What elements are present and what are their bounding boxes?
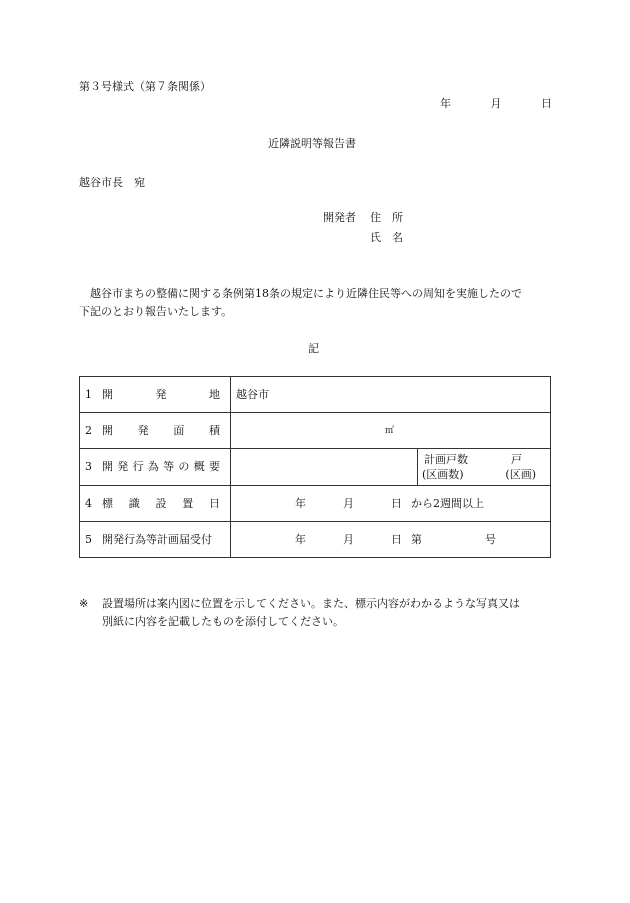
development-site-value: 越谷市 (236, 388, 269, 401)
row-3-label-char: 概 (193, 460, 205, 473)
table-row-sign-installation-date (80, 486, 551, 522)
row-1-label-char: 発 (155, 388, 167, 401)
row-2-number: 2 (85, 424, 92, 437)
receipt-go: 号 (485, 533, 496, 546)
body-text-line-1: 越谷市まちの整備に関する条例第18条の規定により近隣住民等への周知を実施したので (90, 287, 522, 300)
area-unit: ㎡ (385, 426, 395, 436)
row-3-label-char: 行 (132, 460, 144, 473)
body-text-line-2: 下記のとおり報告いたします。 (79, 305, 233, 318)
row-1-label-cell (80, 377, 231, 413)
lot-count-unit: (区画) (505, 468, 536, 481)
row-4-label-char: 日 (209, 497, 220, 510)
date-month: 月 (490, 97, 502, 110)
row-2-label-char: 面 (173, 424, 185, 437)
row-1-number: 1 (85, 388, 92, 401)
lot-count-label: (区画数) (422, 468, 464, 481)
row-1-label-char: 地 (209, 388, 220, 401)
ki-heading: 記 (308, 342, 319, 355)
development-overview-value-cell (231, 449, 551, 486)
form-number: 第３号様式（第７条関係） (79, 80, 211, 93)
row-3-number: 3 (85, 460, 92, 473)
table-row-development-area (80, 413, 551, 449)
row-3-label-char: 開 (102, 460, 113, 473)
row-5-number: 5 (85, 533, 92, 546)
row-1-label-char: 開 (102, 388, 113, 401)
submission-date (440, 97, 552, 111)
row-3-label (102, 460, 220, 474)
row-4-label-cell (80, 486, 231, 522)
table-row-development-site (80, 377, 551, 413)
row-2-label-char: 開 (102, 424, 113, 437)
household-count-label: 計画戸数 (424, 453, 468, 466)
date-year: 年 (440, 97, 451, 110)
row-3-label-char: 発 (117, 460, 129, 473)
receipt-day: 日 (391, 533, 402, 546)
row-3-label-char: の (178, 460, 190, 473)
addressee: 越谷市長 宛 (79, 176, 145, 189)
row-4-label-char: 置 (182, 497, 194, 510)
household-count-cell[interactable] (417, 449, 550, 485)
sign-date-year: 年 (295, 497, 306, 510)
overview-split (231, 449, 550, 485)
note-mark: ※ (79, 597, 89, 610)
row-2-label-char: 積 (208, 424, 220, 437)
sign-date-month: 月 (343, 497, 354, 510)
sign-installation-date-value-cell[interactable] (231, 486, 551, 522)
developer-name-label: 氏 名 (370, 231, 403, 244)
row-3-label-char: 等 (163, 460, 175, 473)
plan-notification-receipt-value-cell[interactable] (231, 522, 551, 558)
row-3-label-char: 為 (147, 460, 159, 473)
household-count-unit: 戸 (511, 453, 522, 466)
row-1-label (102, 388, 220, 402)
table-row-development-overview (80, 449, 551, 486)
developer-label: 開発者 (323, 211, 356, 224)
document-title: 近隣説明等報告書 (268, 137, 356, 150)
developer-address-label: 住 所 (370, 211, 403, 224)
row-3-label-cell (80, 449, 231, 486)
report-table (79, 376, 551, 558)
row-4-label-char: 設 (155, 497, 167, 510)
row-3-label-char: 要 (208, 460, 220, 473)
row-2-label-char: 発 (137, 424, 149, 437)
row-4-label-char: 標 (102, 497, 113, 510)
date-day: 日 (541, 97, 552, 110)
row-5-label: 開発行為等計画届受付 (102, 533, 212, 546)
sign-date-day: 日 (391, 497, 402, 510)
row-2-label (102, 424, 220, 438)
receipt-dai: 第 (411, 533, 422, 546)
overview-input[interactable] (231, 449, 417, 485)
note-line-1: 設置場所は案内図に位置を示してください。また、標示内容がわかるような写真又は (102, 597, 520, 610)
sign-date-suffix: から2週間以上 (411, 497, 484, 510)
table-row-plan-notification-receipt (80, 522, 551, 558)
row-4-number: 4 (85, 497, 92, 510)
receipt-month: 月 (343, 533, 354, 546)
development-area-value-cell[interactable] (231, 413, 551, 449)
development-site-value-cell[interactable] (231, 377, 551, 413)
row-4-label-char: 識 (128, 497, 140, 510)
row-2-label-cell (80, 413, 231, 449)
row-4-label (102, 497, 220, 511)
note-line-2: 別紙に内容を記載したものを添付してください。 (102, 615, 344, 628)
row-5-label-cell (80, 522, 231, 558)
receipt-year: 年 (295, 533, 306, 546)
